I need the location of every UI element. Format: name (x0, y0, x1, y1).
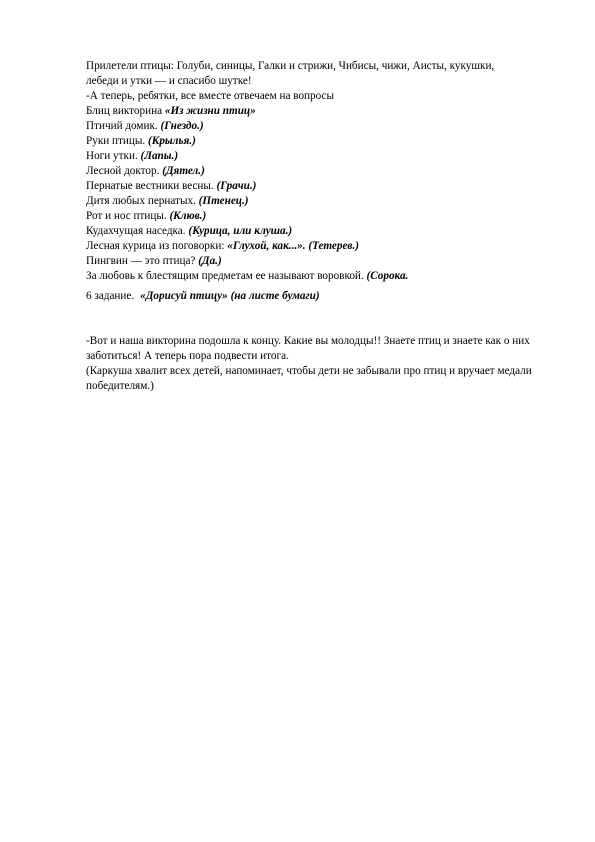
quiz-item (86, 179, 556, 194)
quiz-answer: (Грачи.) (216, 180, 257, 192)
quiz-answer: (Гнездо.) (160, 120, 204, 132)
quiz-item (86, 149, 556, 164)
quiz-item (86, 254, 556, 269)
quiz-item (86, 224, 556, 239)
task-6-section (86, 289, 556, 304)
quiz-question: За любовь к блестящим предметам ее называют воровкой. (86, 270, 367, 282)
quiz-item (86, 164, 556, 179)
quiz-question: Пингвин — это птица? (86, 255, 199, 267)
quiz-question: Руки птицы. (86, 135, 148, 147)
quiz-answer: (Сорока. (366, 270, 409, 282)
quiz-item (86, 194, 556, 209)
quiz-answer: (Курица, или клуша.) (188, 225, 293, 237)
quiz-question: Рот и нос птицы. (86, 210, 170, 222)
intro-line-3: -А теперь, ребятки, все вместе отвечаем на вопросы (86, 90, 334, 102)
quiz-item (86, 134, 556, 149)
quiz-question: Пернатые вестники весны. (86, 180, 217, 192)
quiz-answer: (Птенец.) (198, 195, 249, 207)
quiz-question: Лесная курица из поговорки: (86, 240, 228, 252)
closing-paragraph-1: -Вот и наша викторина подошла к концу. Какие вы молодцы!! Знаете птиц и знаете как о них заботиться! А теперь пора подвести итога. (86, 335, 530, 362)
quiz-question: Дитя любых пернатых. (86, 195, 199, 207)
quiz-title-prefix: Блиц викторина (86, 105, 165, 117)
quiz-item (86, 269, 556, 284)
quiz-answer: (Лапы.) (140, 150, 179, 162)
quiz-item (86, 239, 556, 254)
task-6-label: 6 задание. (86, 290, 135, 302)
quiz-answer: (Да.) (198, 255, 222, 267)
closing-section (86, 334, 556, 394)
task-6-title: «Дорисуй птицу» (140, 290, 228, 302)
quiz-title-italic: «Из жизни птиц» (164, 105, 256, 117)
quiz-answer: (Дятел.) (162, 165, 205, 177)
intro-line-1: Прилетели птицы: Голуби, синицы, Галки и стрижи, Чибисы, чижи, Аисты, кукушки, (86, 60, 495, 72)
task-6-line (86, 289, 556, 304)
quiz-answer: «Глухой, как...». (Тетерев.) (227, 240, 359, 252)
intro-line-2: лебеди и утки — и спасибо шутке! (86, 75, 252, 87)
task-6-note: (на листе бумаги) (227, 290, 320, 302)
quiz-question: Кудахчущая наседка. (86, 225, 189, 237)
closing-paragraph-2: (Каркуша хвалит всех детей, напоминает, чтобы дети не забывали про птиц и вручает медали победителям.) (86, 365, 532, 392)
quiz-question: Лесной доктор. (86, 165, 163, 177)
quiz-question: Птичий домик. (86, 120, 161, 132)
quiz-answer: (Крылья.) (148, 135, 196, 147)
quiz-item (86, 119, 556, 134)
quiz-section (86, 59, 556, 284)
quiz-answer: (Клюв.) (169, 210, 207, 222)
quiz-item (86, 209, 556, 224)
quiz-question: Ноги утки. (86, 150, 141, 162)
quiz-title (86, 104, 556, 119)
